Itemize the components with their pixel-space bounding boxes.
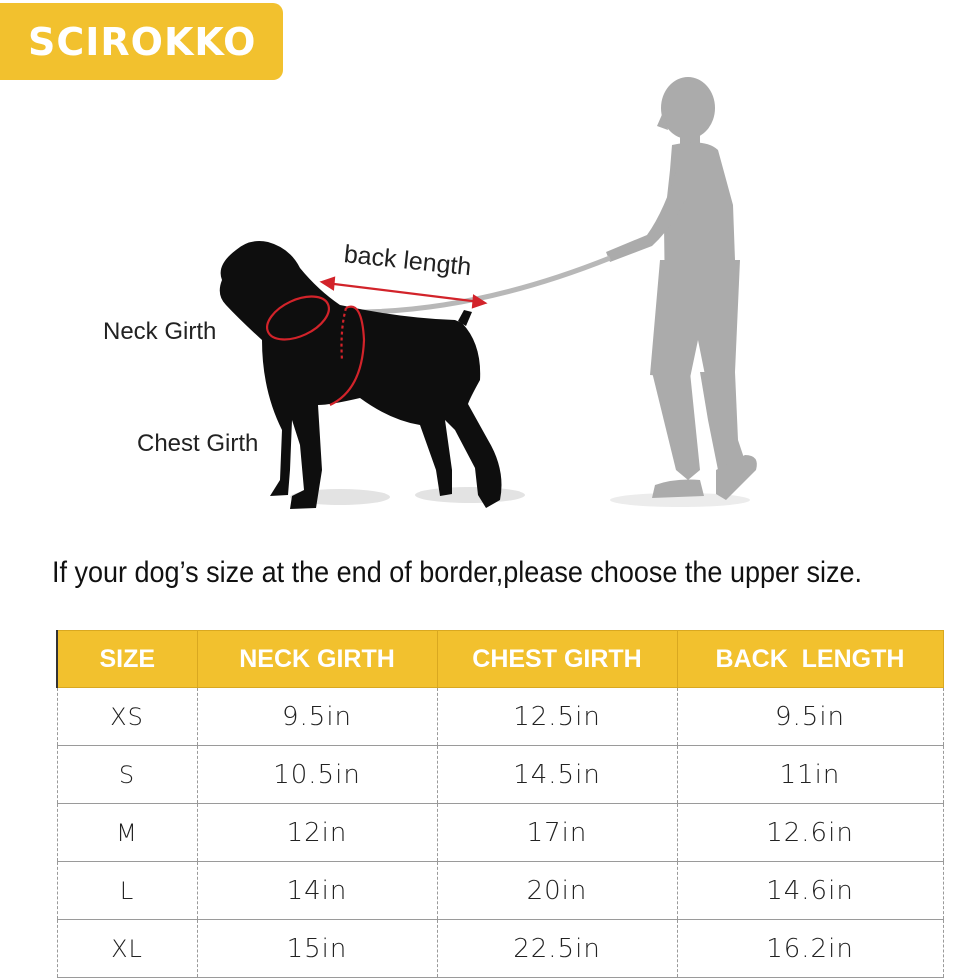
size-notice: If your dog’s size at the end of border,please choose the upper size. bbox=[52, 556, 863, 589]
cell-back: 11in bbox=[677, 746, 943, 804]
cell-neck: 10.5in bbox=[197, 746, 437, 804]
cell-back: 16.2in bbox=[677, 920, 943, 978]
cell-neck: 15in bbox=[197, 920, 437, 978]
cell-back: 12.6in bbox=[677, 804, 943, 862]
header-neck-girth: NECK GIRTH bbox=[197, 631, 437, 688]
cell-chest: 12.5in bbox=[437, 688, 677, 746]
cell-back: 14.6in bbox=[677, 862, 943, 920]
back-length-label: back length bbox=[342, 240, 473, 282]
cell-chest: 22.5in bbox=[437, 920, 677, 978]
neck-girth-label: Neck Girth bbox=[103, 318, 217, 345]
cell-chest: 14.5in bbox=[437, 746, 677, 804]
measurement-illustration bbox=[0, 60, 966, 530]
cell-size: XL bbox=[57, 920, 197, 978]
table-header-row bbox=[57, 631, 943, 688]
table-row bbox=[57, 804, 943, 862]
table-row bbox=[57, 688, 943, 746]
cell-back: 9.5in bbox=[677, 688, 943, 746]
chest-girth-label: Chest Girth bbox=[137, 430, 259, 457]
cell-size: M bbox=[57, 804, 197, 862]
cell-neck: 14in bbox=[197, 862, 437, 920]
cell-size: L bbox=[57, 862, 197, 920]
dog-shadow-back bbox=[415, 487, 525, 503]
table-row bbox=[57, 920, 943, 978]
brand-name: SCIROKKO bbox=[28, 19, 257, 64]
header-size: SIZE bbox=[57, 631, 197, 688]
cell-size: XS bbox=[57, 688, 197, 746]
header-back-length: BACK LENGTH bbox=[677, 631, 943, 688]
cell-neck: 12in bbox=[197, 804, 437, 862]
size-chart-table bbox=[56, 630, 944, 978]
person-silhouette-icon bbox=[606, 77, 757, 500]
cell-chest: 17in bbox=[437, 804, 677, 862]
table-row bbox=[57, 862, 943, 920]
table-row bbox=[57, 746, 943, 804]
cell-neck: 9.5in bbox=[197, 688, 437, 746]
cell-chest: 20in bbox=[437, 862, 677, 920]
cell-size: S bbox=[57, 746, 197, 804]
header-chest-girth: CHEST GIRTH bbox=[437, 631, 677, 688]
